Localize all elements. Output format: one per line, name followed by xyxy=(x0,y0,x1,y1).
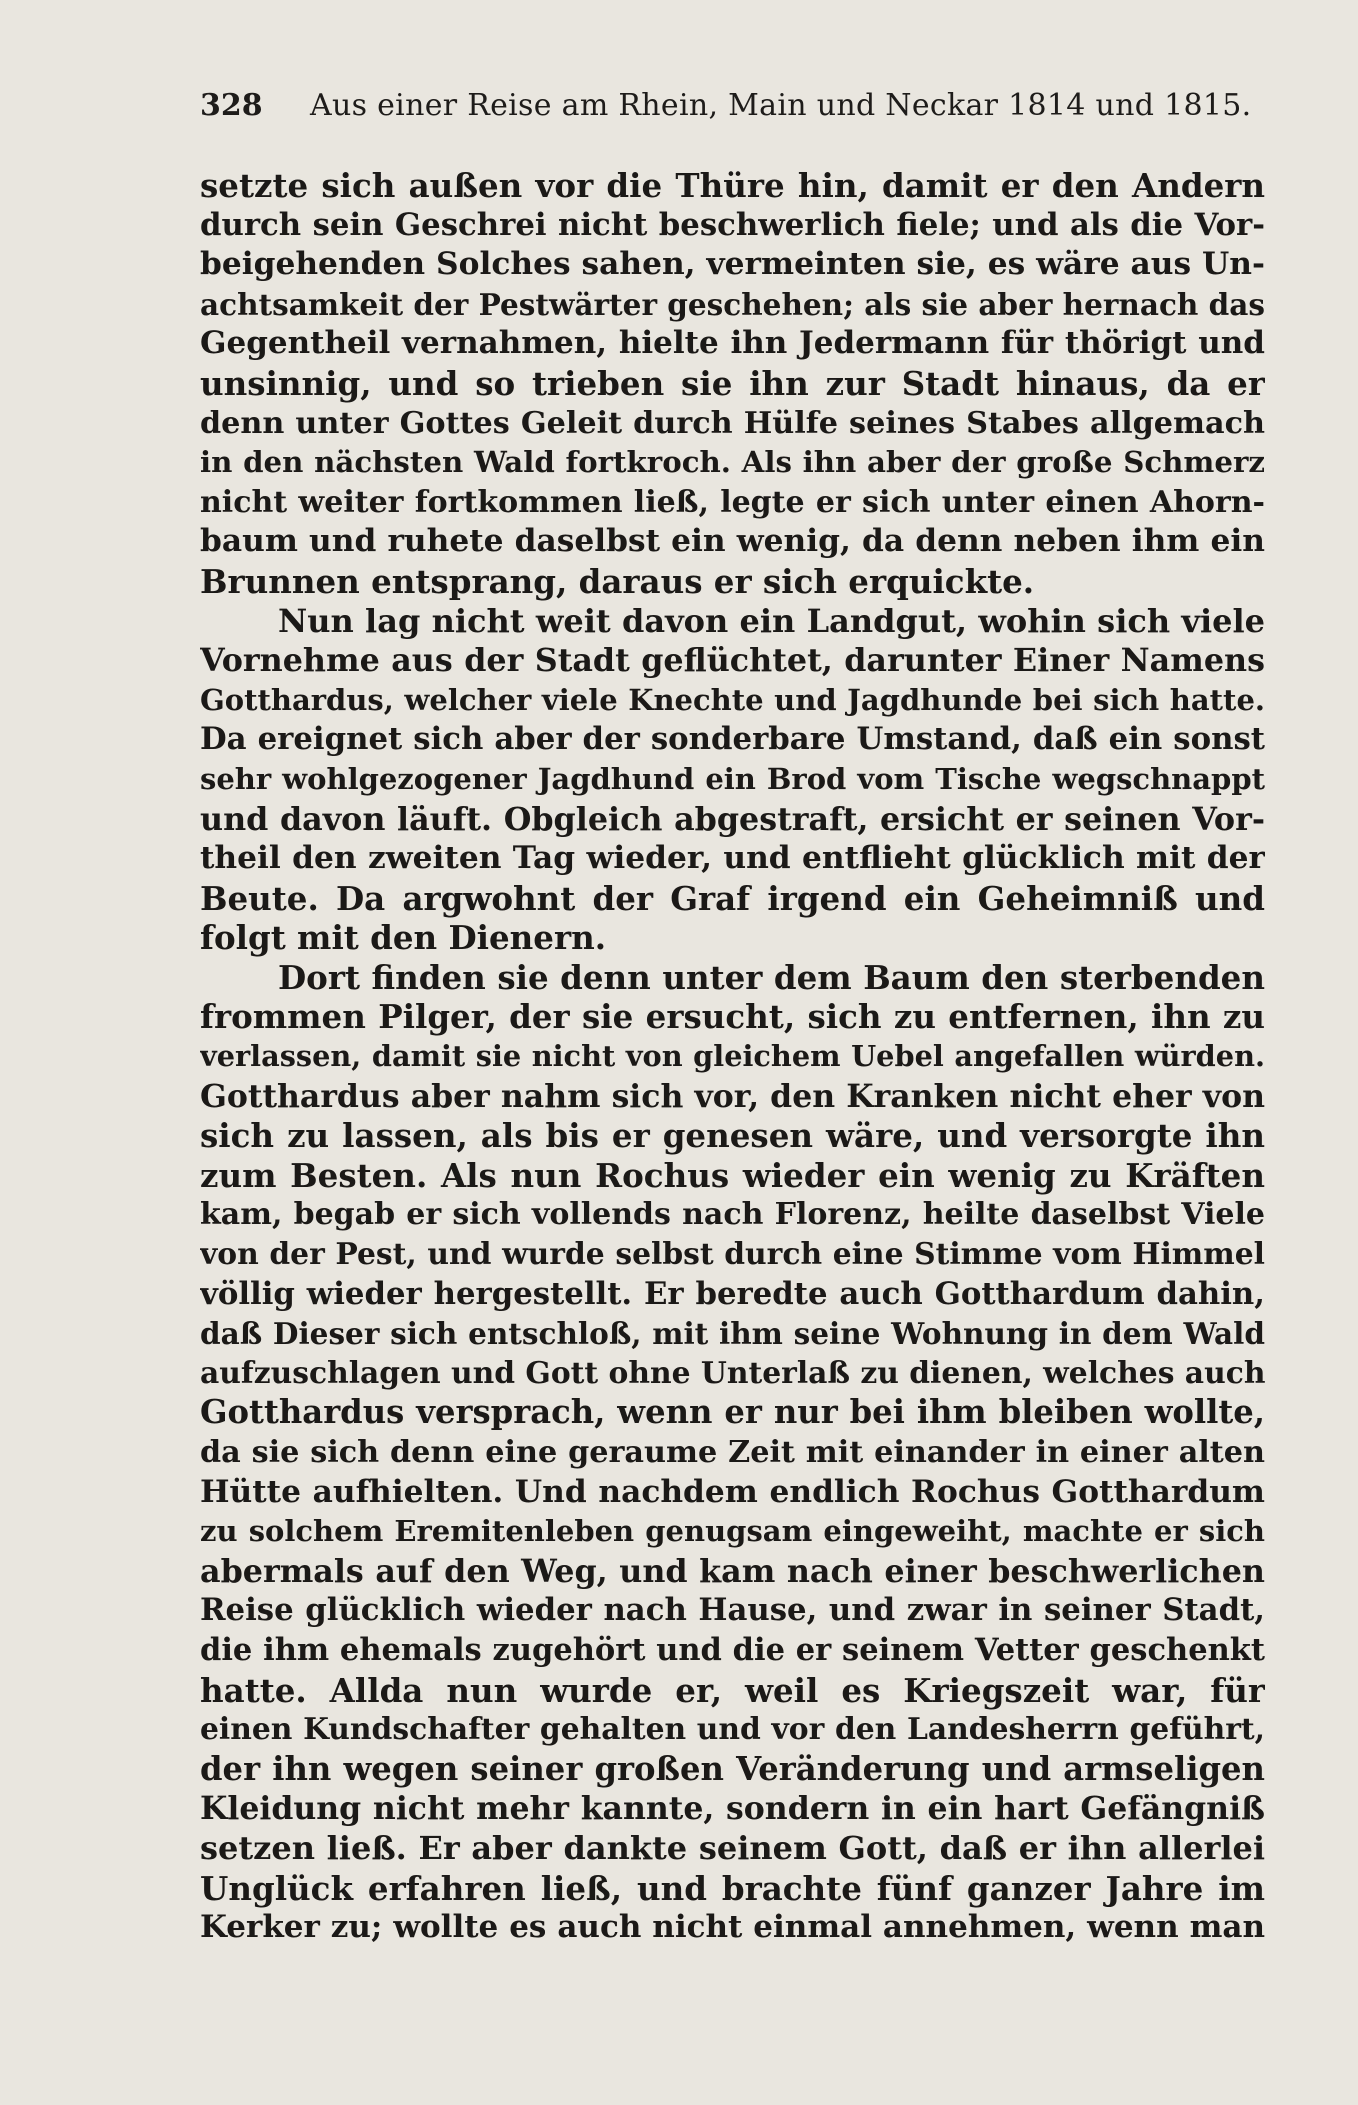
text-line: kam, begab er sich vollends nach Florenz, heilte daselbst Viele xyxy=(200,1197,1265,1233)
running-head: Aus einer Reise am Rhein, Main und Neckar 1814 und 1815. xyxy=(310,88,1252,123)
text-line: unsinnig, und so trieben sie ihn zur Stadt hinaus, da er xyxy=(200,363,1265,403)
text-line: von der Pest, und wurde selbst durch eine Stimme vom Himmel xyxy=(200,1237,1265,1273)
text-line: frommen Pilger, der sie ersucht, sich zu entfernen, ihn zu xyxy=(200,997,1265,1037)
text-line: Gegentheil vernahmen, hielte ihn Jedermann für thörigt und xyxy=(200,325,1265,362)
text-line: Kerker zu; wollte es auch nicht einmal annehmen, wenn man xyxy=(200,1909,1265,1946)
page-number: 328 xyxy=(200,88,263,123)
text-line: und davon läuft. Obgleich abgestraft, ersicht er seinen Vor- xyxy=(200,800,1265,838)
text-line: abermals auf den Weg, und kam nach einer beschwerlichen xyxy=(200,1552,1265,1590)
text-line: Gotthardus versprach, wenn er nur bei ihm bleiben wollte, xyxy=(200,1393,1265,1432)
text-line: aufzuschlagen und Gott ohne Unterlaß zu dienen, welches auch xyxy=(200,1355,1265,1391)
text-line: Dort finden sie denn unter dem Baum den sterbenden xyxy=(278,957,1265,997)
text-line: der ihn wegen seiner großen Veränderung und armseligen xyxy=(200,1749,1265,1788)
text-line: nicht weiter fortkommen ließ, legte er sich unter einen Ahorn- xyxy=(200,484,1265,520)
text-line: Da ereignet sich aber der sonderbare Umstand, daß ein sonst xyxy=(200,721,1265,758)
text-line: Gotthardus aber nahm sich vor, den Kranken nicht eher von xyxy=(200,1077,1265,1115)
body-text xyxy=(200,166,1265,1948)
text-line: in den nächsten Wald fortkroch. Als ihn aber der große Schmerz xyxy=(200,445,1265,480)
text-line: völlig wieder hergestellt. Er beredte auch Gotthardum dahin, xyxy=(200,1275,1265,1312)
text-line: Nun lag nicht weit davon ein Landgut, wohin sich viele xyxy=(278,601,1265,640)
text-line: Beute. Da argwohnt der Graf irgend ein Geheimniß und xyxy=(200,878,1265,918)
text-line: verlassen, damit sie nicht von gleichem Uebel angefallen würden. xyxy=(200,1039,1265,1074)
text-line: hatte. Allda nun wurde er, weil es Kriegszeit war, für xyxy=(200,1670,1265,1710)
text-line: Brunnen entsprang, daraus er sich erquickte. xyxy=(200,561,1035,601)
text-line: setzte sich außen vor die Thüre hin, damit er den Andern xyxy=(200,166,1265,205)
text-line: Unglück erfahren ließ, und brachte fünf ganzer Jahre im xyxy=(200,1868,1265,1908)
text-line: da sie sich denn eine geraume Zeit mit einander in einer alten xyxy=(200,1435,1265,1470)
text-line: einen Kundschafter gehalten und vor den Landesherrn geführt, xyxy=(200,1712,1265,1748)
text-line: theil den zweiten Tag wieder, und entflieht glücklich mit der xyxy=(200,840,1265,877)
text-line: Hütte aufhielten. Und nachdem endlich Rochus Gotthardum xyxy=(200,1473,1265,1510)
text-line: Gotthardus, welcher viele Knechte und Jagdhunde bei sich hatte. xyxy=(200,682,1265,717)
text-line: Reise glücklich wieder nach Hause, und zwar in seiner Stadt, xyxy=(200,1592,1265,1629)
text-line: Kleidung nicht mehr kannte, sondern in ein hart Gefängniß xyxy=(200,1790,1265,1828)
text-line: folgt mit den Dienern. xyxy=(200,918,607,958)
text-line: zum Besten. Als nun Rochus wieder ein wenig zu Kräften xyxy=(200,1155,1265,1195)
text-line: beigehenden Solches sahen, vermeinten sie, es wäre aus Un- xyxy=(200,246,1265,283)
text-line: durch sein Geschrei nicht beschwerlich fiele; und als die Vor- xyxy=(200,206,1265,243)
text-line: baum und ruhete daselbst ein wenig, da denn neben ihm ein xyxy=(200,523,1265,560)
text-line: sehr wohlgezogener Jagdhund ein Brod vom Tische wegschnappt xyxy=(200,761,1265,796)
text-line: daß Dieser sich entschloß, mit ihm seine Wohnung in dem Wald xyxy=(200,1316,1265,1352)
text-line: zu solchem Eremitenleben genugsam eingeweiht, machte er sich xyxy=(200,1514,1265,1549)
text-line: Vornehme aus der Stadt geflüchtet, darunter Einer Namens xyxy=(200,642,1265,680)
text-line: denn unter Gottes Geleit durch Hülfe seines Stabes allgemach xyxy=(200,405,1265,441)
text-line: achtsamkeit der Pestwärter geschehen; als sie aber hernach das xyxy=(200,286,1265,322)
text-line: die ihm ehemals zugehört und die er seinem Vetter geschenkt xyxy=(200,1631,1265,1668)
text-line: sich zu lassen, als bis er genesen wäre, und versorgte ihn xyxy=(200,1116,1265,1156)
text-line: setzen ließ. Er aber dankte seinem Gott, daß er ihn allerlei xyxy=(200,1828,1265,1867)
page-header xyxy=(200,88,1265,132)
